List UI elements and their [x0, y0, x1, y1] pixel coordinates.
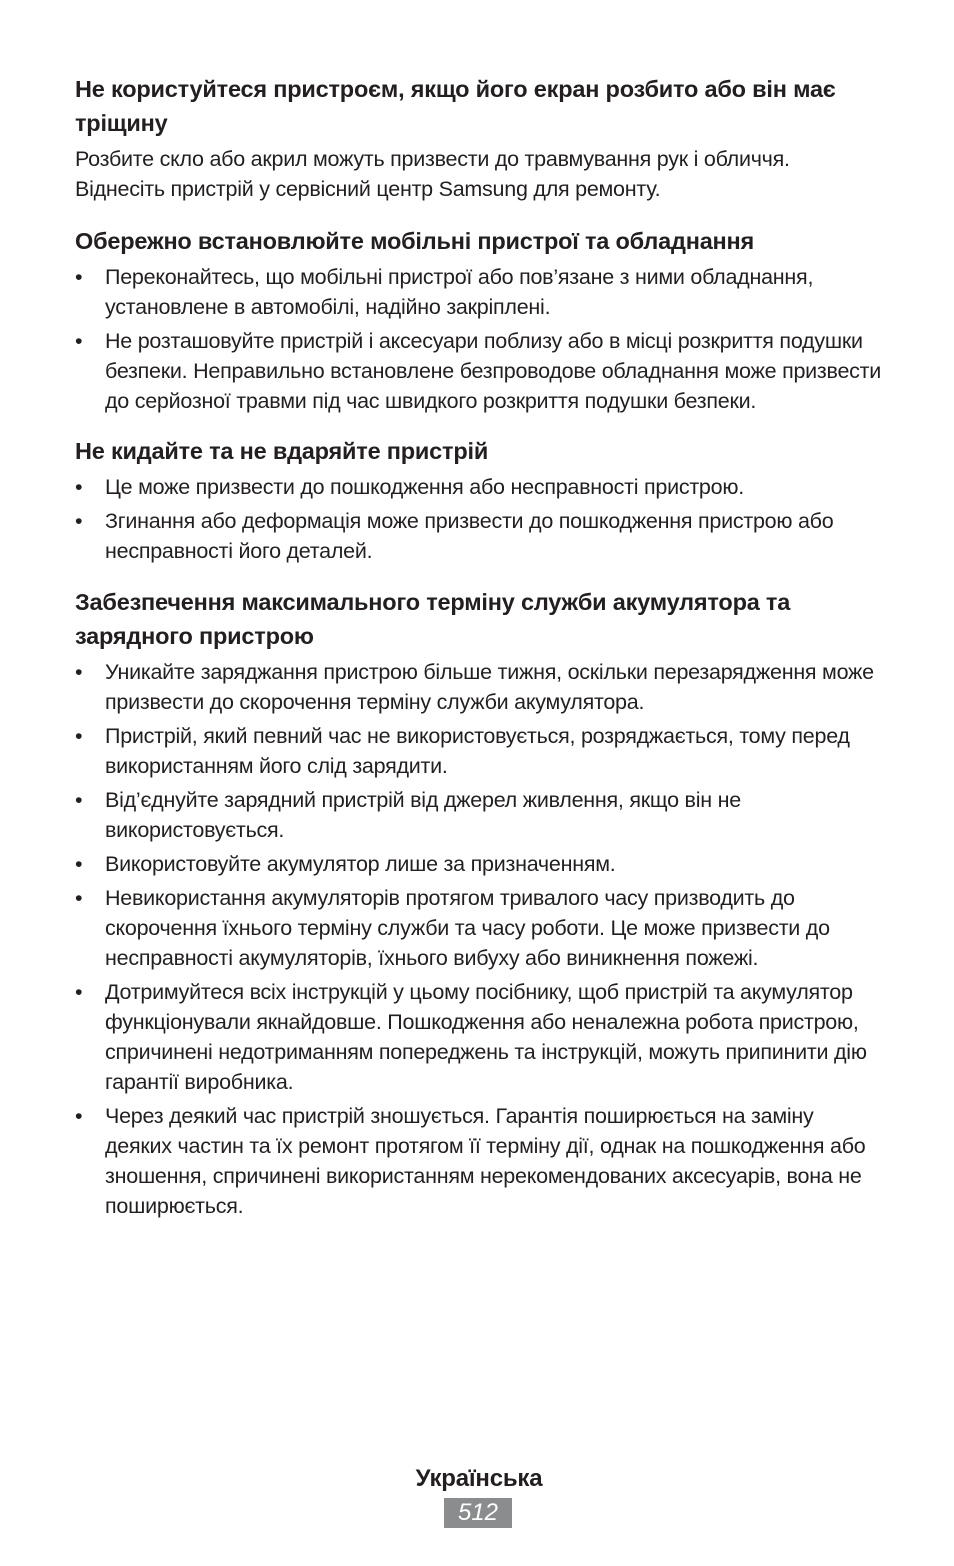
list-item-text: Невикористання акумуляторів протягом тривалого часу призводить до скорочення їхнього терміну служби та часу роботи. Це може призвести до несправності акумуляторів, їхнього вибуху або виникнення пожежі.	[105, 886, 830, 970]
bullet-marker: •	[75, 329, 83, 353]
list-item	[75, 657, 885, 717]
bullet-list	[75, 657, 885, 1221]
section-drop-device	[75, 434, 885, 566]
list-item	[75, 721, 885, 781]
list-item	[75, 1101, 885, 1221]
bullet-marker: •	[75, 980, 83, 1004]
list-item	[75, 506, 885, 566]
bullet-marker: •	[75, 1104, 83, 1128]
list-item-text: Згинання або деформація може призвести до пошкодження пристрою або несправності його деталей.	[105, 509, 834, 563]
page-number-badge: 512	[444, 1498, 512, 1528]
section-heading: Забезпечення максимального терміну служби акумулятора та зарядного пристрою	[75, 589, 791, 649]
list-item-text: Уникайте заряджання пристрою більше тижня, оскільки перезарядження може призвести до скорочення терміну служби акумулятора.	[105, 660, 874, 714]
bullet-marker: •	[75, 724, 83, 748]
list-item-text: Переконайтесь, що мобільні пристрої або пов’язане з ними обладнання, установлене в автомобілі, надійно закріплені.	[105, 265, 814, 319]
list-item-text: Через деякий час пристрій зношується. Гарантія поширюється на заміну деяких частин та їх ремонт протягом її терміну дії, однак на пошкодження або зношення, спричинені використанням нерекомендованих аксесуарів, вона не поширюється.	[105, 1104, 866, 1218]
bullet-marker: •	[75, 788, 83, 812]
page-footer	[0, 1462, 954, 1528]
section-heading: Обережно встановлюйте мобільні пристрої та обладнання	[75, 228, 755, 254]
list-item-text: Від’єднуйте зарядний пристрій від джерел живлення, якщо він не використовується.	[105, 788, 741, 842]
list-item-text: Пристрій, який певний час не використовується, розряджається, тому перед використанням його слід зарядити.	[105, 724, 850, 778]
bullet-list	[75, 262, 885, 416]
list-item	[75, 977, 885, 1097]
bullet-marker: •	[75, 475, 83, 499]
bullet-list	[75, 472, 885, 566]
bullet-marker: •	[75, 660, 83, 684]
list-item	[75, 785, 885, 845]
list-item	[75, 883, 885, 973]
list-item-text: Не розташовуйте пристрій і аксесуари поблизу або в місці розкриття подушки безпеки. Неправильно встановлене безпроводове обладнання може призвести до серйозної травми під час швидкого розкриття подушки безпеки.	[105, 329, 882, 413]
section-battery-life	[75, 585, 885, 1221]
document-body	[75, 72, 885, 1225]
bullet-marker: •	[75, 509, 83, 533]
section-heading: Не користуйтеся пристроєм, якщо його екран розбито або він має тріщину	[75, 76, 836, 136]
list-item	[75, 472, 885, 502]
list-item-text: Використовуйте акумулятор лише за призначенням.	[105, 852, 616, 876]
list-item	[75, 849, 885, 879]
section-cracked-screen	[75, 72, 885, 204]
list-item-text: Дотримуйтеся всіх інструкцій у цьому посібнику, щоб пристрій та акумулятор функціонували якнайдовше. Пошкодження або неналежна робота пристрою, спричинені недотриманням попереджень та інструкцій, можуть припинити дію гарантії виробника.	[105, 980, 867, 1094]
bullet-marker: •	[75, 852, 83, 876]
bullet-marker: •	[75, 265, 83, 289]
section-heading: Не кидайте та не вдаряйте пристрій	[75, 438, 489, 464]
section-mobile-install	[75, 224, 885, 416]
footer-language: Українська	[415, 1465, 543, 1492]
list-item-text: Це може призвести до пошкодження або несправності пристрою.	[105, 475, 744, 499]
list-item	[75, 262, 885, 322]
section-paragraph: Розбите скло або акрил можуть призвести до травмування рук і обличчя. Віднесіть пристрій у сервісний центр Samsung для ремонту.	[75, 147, 790, 201]
list-item	[75, 326, 885, 416]
bullet-marker: •	[75, 886, 83, 910]
